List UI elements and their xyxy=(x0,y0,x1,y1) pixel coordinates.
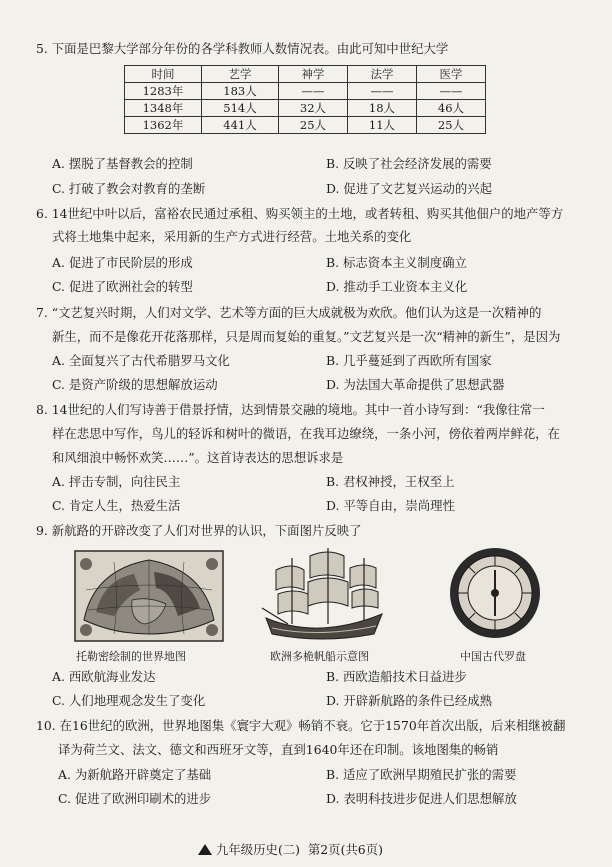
q7-option-b[interactable]: B. 几乎蔓延到了西欧所有国家 xyxy=(326,353,492,368)
table-cell: —— xyxy=(348,83,417,100)
q6-option-d[interactable]: D. 推动手工业资本主义化 xyxy=(326,279,468,294)
q8-option-a[interactable]: A. 抨击专制，向往民主 xyxy=(52,474,181,489)
table-header: 艺学 xyxy=(202,66,279,83)
q9-option-a[interactable]: A. 西欧航海业发达 xyxy=(52,669,156,684)
q10-option-a[interactable]: A. 为新航路开辟奠定了基础 xyxy=(58,767,212,782)
multi-mast-sailing-ship-image xyxy=(258,548,390,644)
table-cell: 1283年 xyxy=(125,83,202,100)
q10-stem-line2: 译为荷兰文、法文、德文和西班牙文等，直到1640年还在印制。该地图集的畅销 xyxy=(58,742,499,757)
table-cell: 183人 xyxy=(202,83,279,100)
table-cell: —— xyxy=(279,83,348,100)
q8-stem-line3: 和风细浪中畅怀欢笑……”。这首诗表达的思想诉求是 xyxy=(52,450,344,465)
table-cell: 1348年 xyxy=(125,100,202,117)
table-header: 法学 xyxy=(348,66,417,83)
q6-option-a[interactable]: A. 促进了市民阶层的形成 xyxy=(52,255,193,270)
table-header: 医学 xyxy=(417,66,486,83)
table-header: 神学 xyxy=(279,66,348,83)
q10-option-c[interactable]: C. 促进了欧洲印刷术的进步 xyxy=(58,791,212,806)
table-cell: 25人 xyxy=(417,117,486,134)
ptolemy-world-map-image xyxy=(74,550,224,642)
q9-option-c[interactable]: C. 人们地理观念发生了变化 xyxy=(52,693,206,708)
q5-option-b[interactable]: B. 反映了社会经济发展的需要 xyxy=(326,156,492,171)
table-row xyxy=(125,83,486,100)
chinese-compass-image xyxy=(448,546,542,640)
table-header-row xyxy=(125,66,486,83)
q7-option-a[interactable]: A. 全面复兴了古代希腊罗马文化 xyxy=(52,353,230,368)
q5-table xyxy=(124,65,486,134)
q9-option-d[interactable]: D. 开辟新航路的条件已经成熟 xyxy=(326,693,493,708)
q9-caption-compass: 中国古代罗盘 xyxy=(460,650,526,663)
q6-option-b[interactable]: B. 标志资本主义制度确立 xyxy=(326,255,467,270)
table-row xyxy=(125,100,486,117)
q5-option-d[interactable]: D. 促进了文艺复兴运动的兴起 xyxy=(326,181,493,196)
triangle-logo-icon xyxy=(198,844,212,855)
q10-option-b[interactable]: B. 适应了欧洲早期殖民扩张的需要 xyxy=(326,767,517,782)
q7-option-c[interactable]: C. 是资产阶级的思想解放运动 xyxy=(52,377,218,392)
table-cell: 1362年 xyxy=(125,117,202,134)
q10-option-d[interactable]: D. 表明科技进步促进人们思想解放 xyxy=(326,791,517,806)
q7-stem-line2: 新生，而不是像花开花落那样，只是周而复始的重复。”文艺复兴是一次“精神的新生”，是因为 xyxy=(52,329,561,344)
page-footer xyxy=(198,840,383,858)
q6-stem-line1: 6. 14世纪中叶以后，富裕农民通过承租、购买领主的土地，或者转租、购买其他佃户的地产等方 xyxy=(36,206,564,221)
table-cell: 32人 xyxy=(279,100,348,117)
table-row xyxy=(125,117,486,134)
q5-stem: 5. 下面是巴黎大学部分年份的各学科教师人数情况表。由此可知中世纪大学 xyxy=(36,41,449,56)
table-cell: 514人 xyxy=(202,100,279,117)
q8-option-d[interactable]: D. 平等自由，崇尚理性 xyxy=(326,498,455,513)
q8-stem-line2: 样在悲思中写作，鸟儿的轻诉和树叶的微语，在我耳边缭绕，一条小河，傍依着两岸鲜花，在 xyxy=(52,426,561,441)
table-cell: 441人 xyxy=(202,117,279,134)
table-cell: 11人 xyxy=(348,117,417,134)
q9-caption-ship: 欧洲多桅帆船示意图 xyxy=(270,650,369,663)
q8-option-c[interactable]: C. 肯定人生，热爱生活 xyxy=(52,498,181,513)
q6-stem-line2: 式将土地集中起来，采用新的生产方式进行经营。土地关系的变化 xyxy=(52,229,412,244)
q5-option-a[interactable]: A. 摆脱了基督教会的控制 xyxy=(52,156,193,171)
q9-option-b[interactable]: B. 西欧造船技术日益进步 xyxy=(326,669,467,684)
footer-subject: 九年级历史(二) xyxy=(216,842,301,857)
q8-option-b[interactable]: B. 君权神授，王权至上 xyxy=(326,474,455,489)
footer-page-number: 第2页(共6页) xyxy=(307,842,383,857)
q10-stem-line1: 10. 在16世纪的欧洲，世界地图集《寰宇大观》畅销不衰。它于1570年首次出版，后来相继被翻 xyxy=(36,718,566,733)
q6-option-c[interactable]: C. 促进了欧洲社会的转型 xyxy=(52,279,193,294)
q7-stem-line1: 7. “文艺复兴时期，人们对文学、艺术等方面的巨大成就极为欢欣。他们认为这是一次精神的 xyxy=(36,305,542,320)
table-cell: 46人 xyxy=(417,100,486,117)
table-cell: 18人 xyxy=(348,100,417,117)
q9-stem: 9. 新航路的开辟改变了人们对世界的认识，下面图片反映了 xyxy=(36,523,362,538)
q5-option-c[interactable]: C. 打破了教会对教育的垄断 xyxy=(52,181,206,196)
table-header: 时间 xyxy=(125,66,202,83)
q8-stem-line1: 8. 14世纪的人们写诗善于借景抒情，达到情景交融的境地。其中一首小诗写到：“我像往常一 xyxy=(36,402,545,417)
q9-caption-map: 托勒密绘制的世界地图 xyxy=(76,650,186,663)
table-cell: 25人 xyxy=(279,117,348,134)
table-cell: —— xyxy=(417,83,486,100)
q7-option-d[interactable]: D. 为法国大革命提供了思想武器 xyxy=(326,377,505,392)
